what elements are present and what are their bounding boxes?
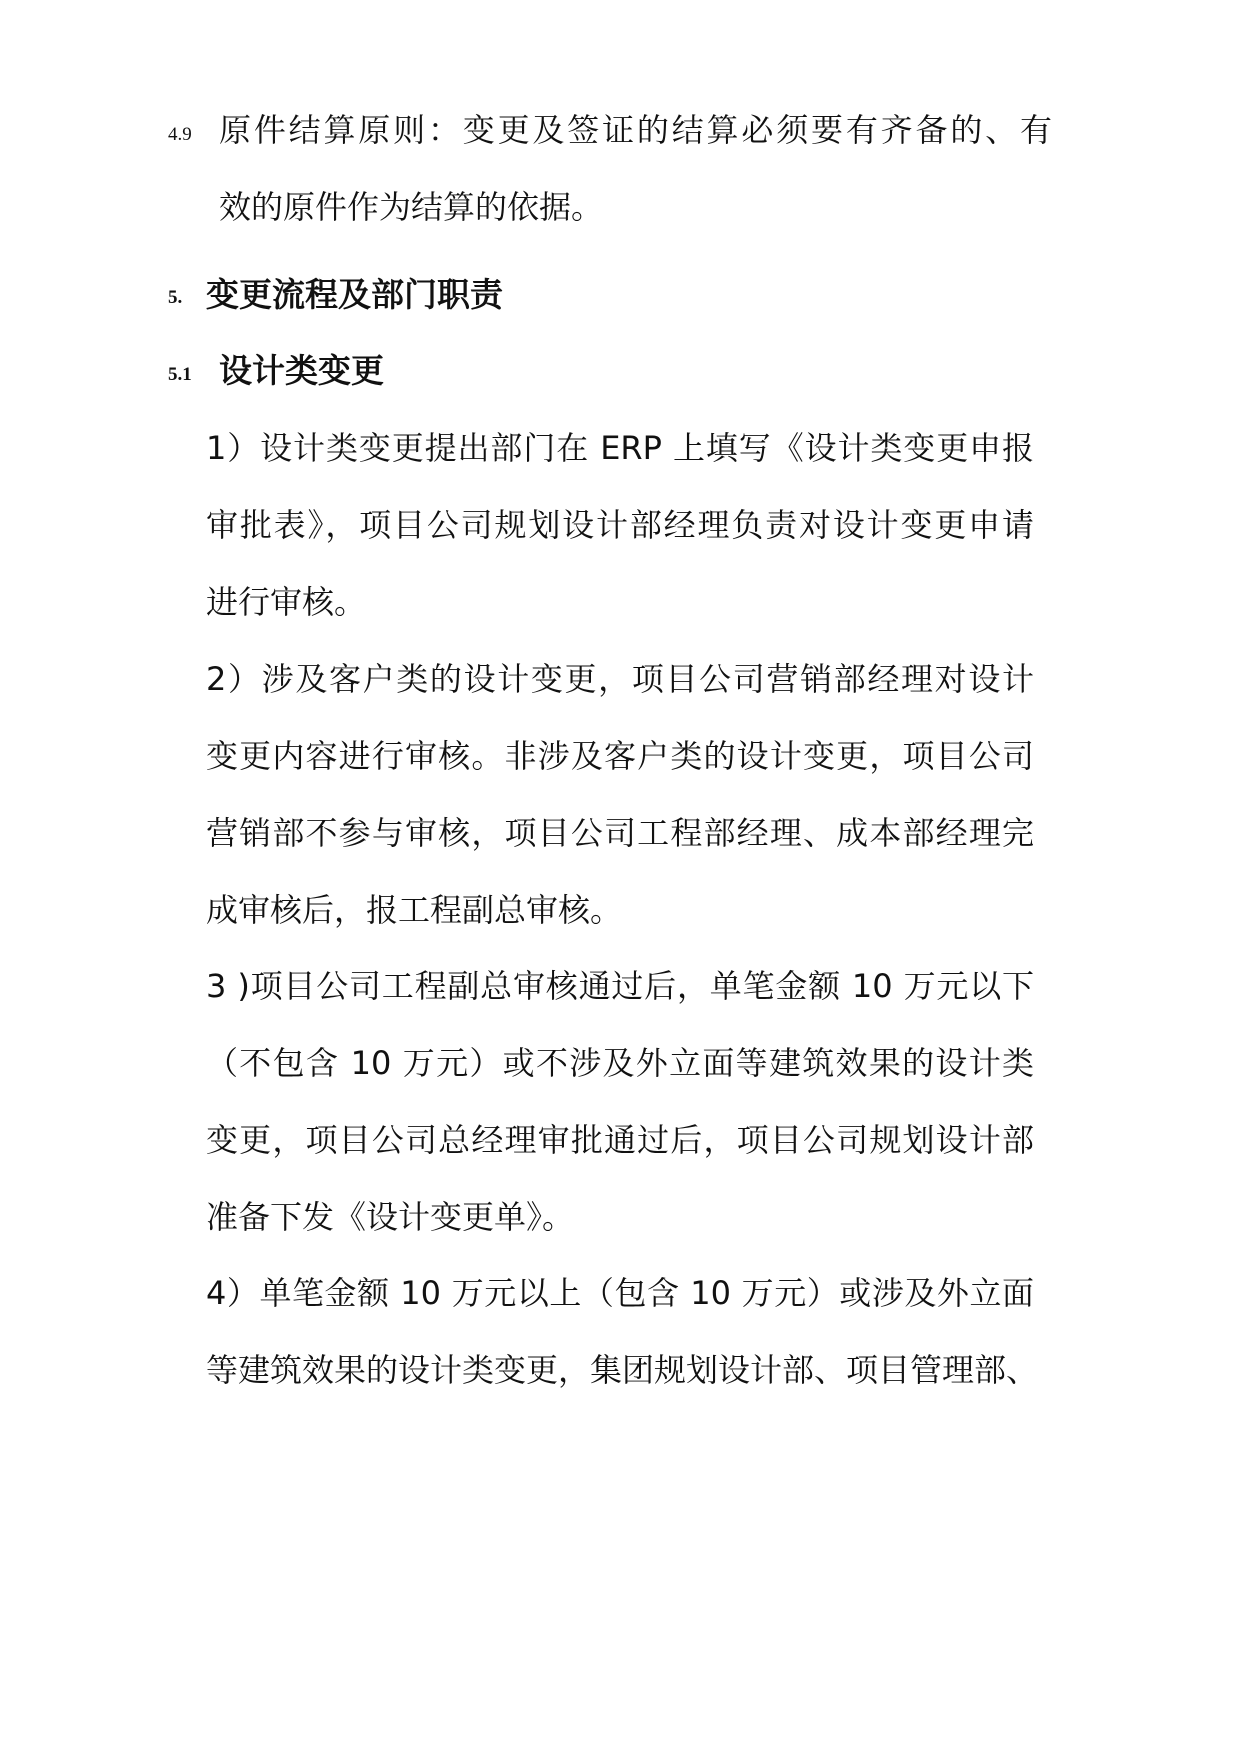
text-line: 3 )项目公司工程副总审核通过后，单笔金额 10 万元以下: [206, 967, 1034, 1005]
text-line: 营销部不参与审核，项目公司工程部经理、成本部经理完: [206, 814, 1034, 852]
section-title: 变更流程及部门职责: [206, 275, 503, 314]
section-number: 5.: [168, 287, 183, 308]
text-line: 1）设计类变更提出部门在 ERP 上填写《设计类变更申报: [206, 429, 1034, 467]
text-line: 效的原件作为结算的依据。: [219, 188, 604, 226]
text-line: （不包含 10 万元）或不涉及外立面等建筑效果的设计类: [206, 1044, 1034, 1082]
section-title: 设计类变更: [219, 351, 384, 390]
section-number: 4.9: [168, 124, 192, 145]
text-line: 原件结算原则：变更及签证的结算必须要有齐备的、有: [219, 111, 1052, 149]
section-number: 5.1: [168, 364, 192, 385]
text-line: 等建筑效果的设计类变更，集团规划设计部、项目管理部、: [206, 1351, 1039, 1389]
text-line: 审批表》，项目公司规划设计部经理负责对设计变更申请: [206, 506, 1034, 544]
text-line: 2）涉及客户类的设计变更，项目公司营销部经理对设计: [206, 660, 1034, 698]
text-line: 准备下发《设计变更单》。: [206, 1198, 575, 1236]
text-line: 变更内容进行审核。非涉及客户类的设计变更，项目公司: [206, 737, 1034, 775]
text-line: 变更，项目公司总经理审批通过后，项目公司规划设计部: [206, 1121, 1034, 1159]
text-line: 进行审核。: [206, 583, 367, 621]
text-line: 4）单笔金额 10 万元以上（包含 10 万元）或涉及外立面: [206, 1274, 1034, 1312]
text-line: 成审核后，报工程副总审核。: [206, 891, 623, 929]
